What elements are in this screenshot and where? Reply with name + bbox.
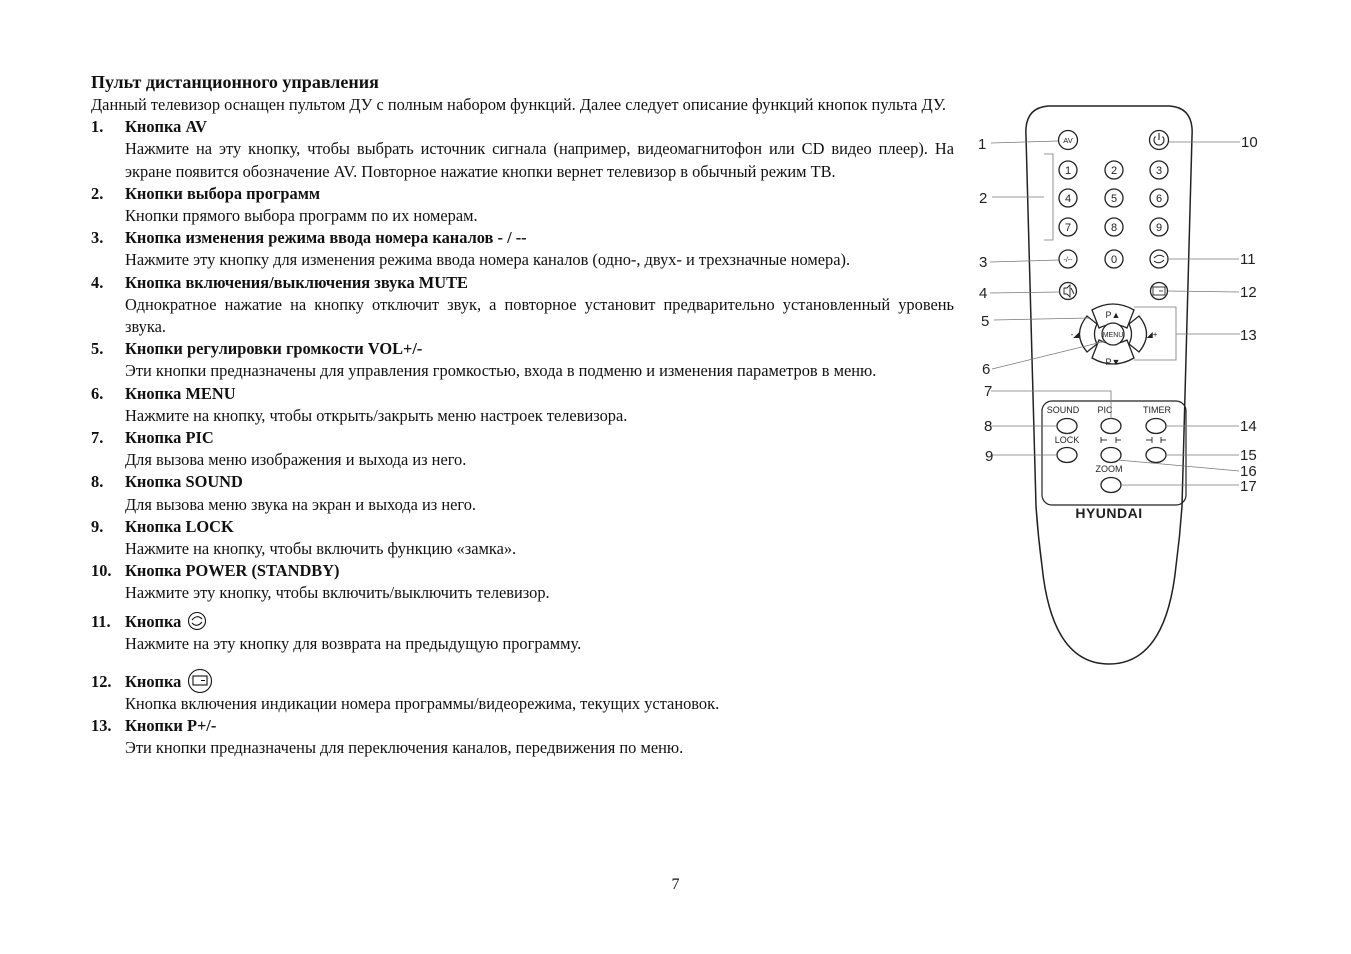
list-item-6 xyxy=(91,383,954,427)
list-item-13 xyxy=(91,715,954,759)
remote-control-diagram xyxy=(968,96,1268,676)
brand-logo: HYUNDAI xyxy=(1075,505,1143,521)
program-down-label: P▼ xyxy=(1105,357,1121,367)
item-title: Кнопка xyxy=(125,611,182,631)
display-info-icon xyxy=(187,669,213,693)
item-title: Кнопка xyxy=(125,671,182,691)
page-number: 7 xyxy=(671,876,680,893)
zoom-button xyxy=(1101,478,1121,493)
item-description: Эти кнопки предназначены для переключения каналов, передвижения по меню. xyxy=(125,738,684,758)
digit-label-0: 0 xyxy=(1110,254,1118,266)
lock-label: LOCK xyxy=(1054,435,1080,445)
entry-mode-label: -/-- xyxy=(1063,257,1073,264)
list-item-11 xyxy=(91,611,954,655)
digit-label-9: 9 xyxy=(1155,222,1163,234)
item-title: Кнопка PIC xyxy=(125,428,214,448)
digit-label-6: 6 xyxy=(1155,193,1163,205)
item-description: Нажмите эту кнопку, чтобы включить/выключить телевизор. xyxy=(125,583,550,603)
item-number: 9. xyxy=(91,516,104,536)
timer-label: TIMER xyxy=(1143,405,1171,415)
item-number: 6. xyxy=(91,383,104,403)
item-title: Кнопка MENU xyxy=(125,383,236,403)
callout-1: 1 xyxy=(978,136,987,153)
zoom-label: ZOOM xyxy=(1095,464,1123,474)
item-number: 13. xyxy=(91,716,112,736)
item-number: 7. xyxy=(91,428,104,448)
item-description: Кнопки прямого выбора программ по их номерам. xyxy=(125,206,478,226)
callout-14: 14 xyxy=(1240,418,1257,435)
item-number: 12. xyxy=(91,671,112,691)
callout-5: 5 xyxy=(981,313,990,330)
list-item-5 xyxy=(91,338,954,382)
item-description: Нажмите на эту кнопку, чтобы выбрать источник сигнала (например, видеомагнитофон или CD видео плеер). На экране появится обозначение AV. Повторное нажатие кнопки вернет телевизор в обычный режим ТВ. xyxy=(125,139,954,181)
list-item-9 xyxy=(91,516,954,560)
item-number: 4. xyxy=(91,272,104,292)
item-title: Кнопка LOCK xyxy=(125,516,234,536)
list-item-3 xyxy=(91,227,954,271)
callout-8: 8 xyxy=(984,418,993,435)
callout-15: 15 xyxy=(1240,447,1257,464)
digit-label-8: 8 xyxy=(1110,222,1118,234)
callout-3: 3 xyxy=(979,254,988,271)
av-button-label: AV xyxy=(1063,136,1073,145)
item-number: 1. xyxy=(91,117,104,137)
digit-label-1: 1 xyxy=(1064,165,1072,177)
callout-16: 16 xyxy=(1240,463,1257,480)
item-number: 10. xyxy=(91,561,112,581)
list-item-1 xyxy=(91,116,954,183)
list-item-4 xyxy=(91,272,954,339)
digit-label-5: 5 xyxy=(1110,193,1118,205)
item-number: 3. xyxy=(91,228,104,248)
mute-button xyxy=(1060,283,1077,300)
volume-down-label: -◢ xyxy=(1070,330,1080,339)
remote-control-illustration xyxy=(968,96,1268,676)
callout-11: 11 xyxy=(1240,251,1256,268)
digit-label-7: 7 xyxy=(1064,222,1072,234)
callout-13: 13 xyxy=(1240,327,1257,344)
digit-label-2: 2 xyxy=(1110,165,1118,177)
page-title: Пульт дистанционного управления xyxy=(91,72,379,92)
sound-button xyxy=(1057,419,1077,434)
item-description: Нажмите эту кнопку для изменения режима ввода номера каналов (одно-, двух- и трехзначные номера). xyxy=(125,250,851,270)
list-item-2 xyxy=(91,183,954,227)
list-item-12 xyxy=(91,669,954,715)
item-title: Кнопка SOUND xyxy=(125,472,243,492)
item-title: Кнопки P+/- xyxy=(125,716,217,736)
list-item-8 xyxy=(91,471,954,515)
instructions-text xyxy=(91,70,954,760)
item-title: Кнопка изменения режима ввода номера каналов - / -- xyxy=(125,228,527,248)
timer-button xyxy=(1146,419,1166,434)
digit-label-3: 3 xyxy=(1155,165,1163,177)
item-number: 11. xyxy=(91,611,111,631)
list-item-10 xyxy=(91,560,954,604)
item-title: Кнопки выбора программ xyxy=(125,183,321,203)
item-description: Эти кнопки предназначены для управления громкостью, входа в подменю и изменения параметров в меню. xyxy=(125,361,877,381)
callout-17: 17 xyxy=(1240,478,1257,495)
item-description: Однократное нажатие на кнопку отключит звук, а повторное установит предварительно установленный уровень звука. xyxy=(125,294,954,337)
item-description: Нажмите на кнопку, чтобы открыть/закрыть меню настроек телевизора. xyxy=(125,405,628,425)
item-title: Кнопка включения/выключения звука MUTE xyxy=(125,272,468,292)
callout-6: 6 xyxy=(982,361,991,378)
callout-10: 10 xyxy=(1241,134,1258,151)
item-description: Нажмите на кнопку, чтобы включить функцию «замка». xyxy=(125,539,517,559)
remote-body xyxy=(1026,106,1192,664)
volume-up-label: ◢+ xyxy=(1146,330,1158,339)
item-description: Для вызова меню звука на экран и выхода из него. xyxy=(125,494,477,514)
size-up-button xyxy=(1146,448,1166,463)
callout-7: 7 xyxy=(984,383,993,400)
intro-paragraph: Данный телевизор оснащен пультом ДУ с полным набором функций. Далее следует описание функций кнопок пульта ДУ. xyxy=(91,95,946,114)
item-number: 8. xyxy=(91,472,104,492)
program-up-label: P▲ xyxy=(1105,310,1121,320)
list-item-7 xyxy=(91,427,954,471)
item-number: 2. xyxy=(91,183,104,203)
item-description: Нажмите на эту кнопку для возврата на предыдущую программу. xyxy=(125,633,582,653)
pic-label: PIC xyxy=(1097,405,1113,415)
pic-button xyxy=(1101,419,1121,434)
callout-9: 9 xyxy=(985,448,994,465)
item-title: Кнопка AV xyxy=(125,117,208,137)
menu-button-label: MENU xyxy=(1102,332,1124,339)
callout-12: 12 xyxy=(1240,284,1257,301)
previous-channel-button xyxy=(1150,250,1168,268)
item-title: Кнопки регулировки громкости VOL+/- xyxy=(125,339,423,359)
callout-2: 2 xyxy=(979,190,988,207)
lock-button xyxy=(1057,448,1077,463)
item-title: Кнопка POWER (STANDBY) xyxy=(125,561,340,581)
item-description: Кнопка включения индикации номера программы/видеорежима, текущих установок. xyxy=(125,694,720,714)
sound-label: SOUND xyxy=(1046,405,1080,415)
item-number: 5. xyxy=(91,339,104,359)
item-description: Для вызова меню изображения и выхода из него. xyxy=(125,450,467,470)
previous-channel-icon xyxy=(187,611,207,633)
digit-label-4: 4 xyxy=(1064,193,1072,205)
callout-4: 4 xyxy=(979,285,988,302)
